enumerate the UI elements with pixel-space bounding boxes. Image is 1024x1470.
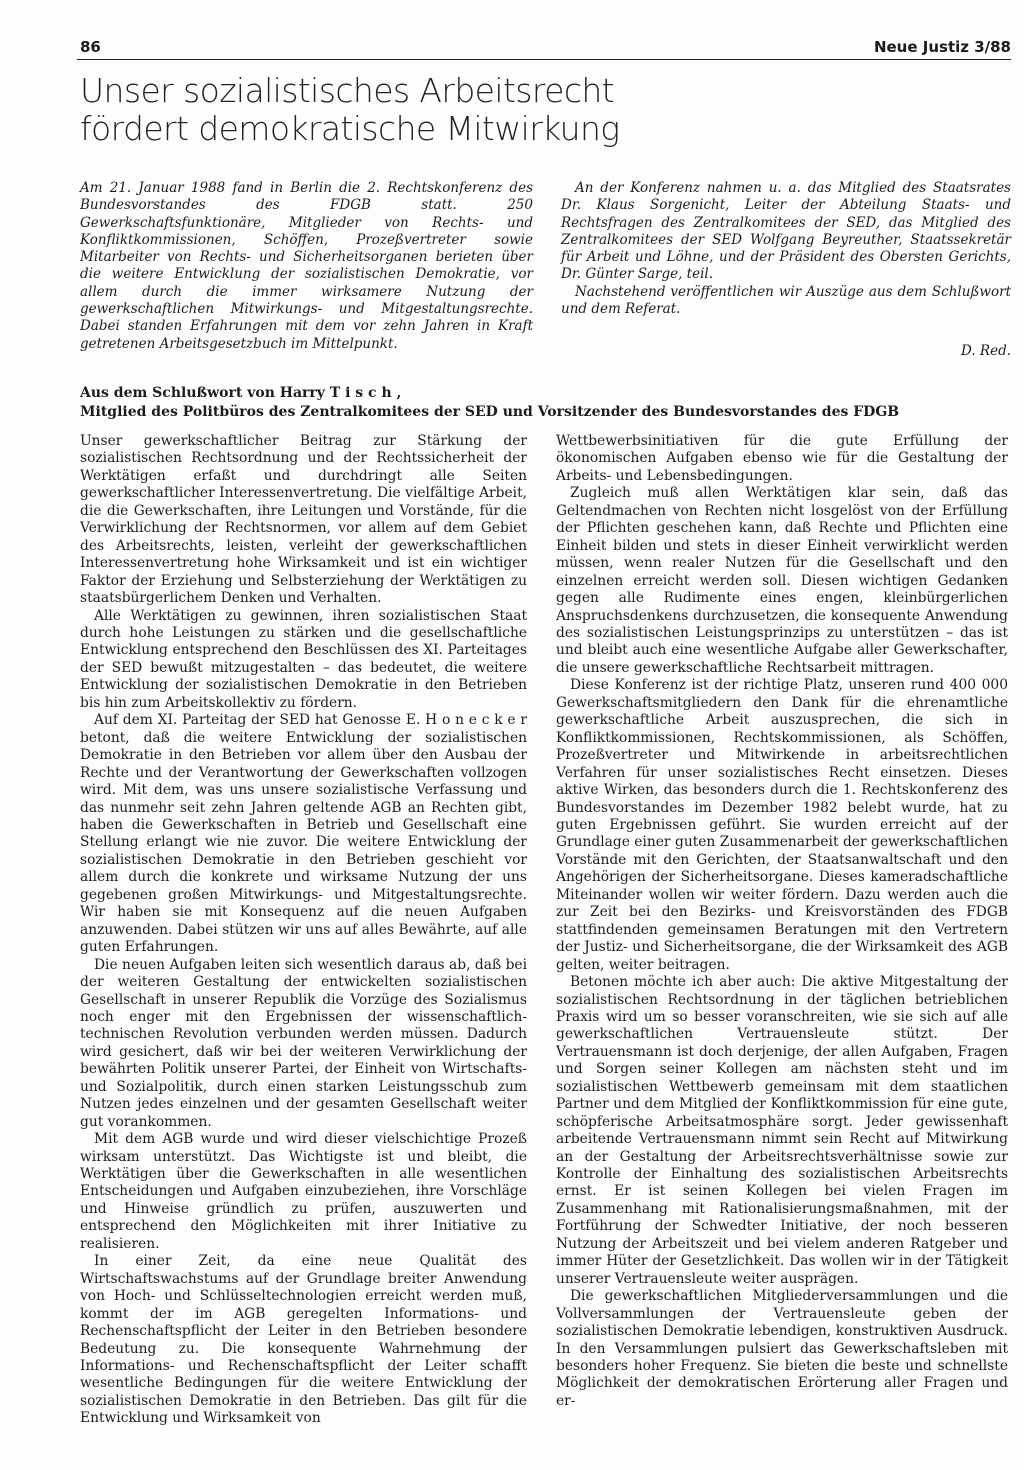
body-paragraph: Mit dem AGB wurde und wird dieser vielschichtige Prozeß wirksam unterstützt. Das Wichtigste ist und bleibt, die Werktätigen über die Gewerkschaften in alle wesentlichen Entscheidungen und Aufgaben einzubeziehen, ihre Vorschläge und Hinweise gründlich zu prüfen, auszuwerten und entsprechend den Möglichkeiten mit ihrer Initiative zu realisieren.	[80, 1131, 527, 1252]
body-paragraph: Diese Konferenz ist der richtige Platz, unseren rund 400 000 Gewerkschaftsmitgliedern den Dank für die ehrenamtliche gewerkschaftliche Arbeit auszusprechen, die sich in Konfliktkommissionen, Rechtskommissionen, als Schöffen, Prozeßvertreter und Mitwirkende in arbeitsrechtlichen Verfahren für unser sozialistisches Recht einsetzen. Dieses aktive Wirken, das besonders durch die 1. Rechtskonferenz des Bundesvorstandes im Dezember 1982 belebt wurde, hat zu guten Ergebnissen geführt. Sie wurden erreicht auf der Grundlage einer guten Zusammenarbeit der gewerkschaftlichen Vorstände mit den Gerichten, der Staatsanwaltschaft und den Angehörigen der Sicherheitsorgane. Dieses kameradschaftliche Miteinander wollen wir weiter fördern. Dazu werden auch die zur Zeit bei den Bezirks- und Kreisvorständen des FDGB stattfindenden gemeinsamen Beratungen mit den Vertretern der Justiz- und Sicherheitsorgane, die der Wirksamkeit des AGB gelten, weiter beitragen.	[556, 677, 1008, 973]
page-number: 86	[80, 38, 101, 56]
body-paragraph: Auf dem XI. Parteitag der SED hat Genosse E. H o n e c k e r betont, daß die weitere Entwicklung der sozialistischen Demokratie in den Betrieben vor allem über den Ausbau der Rechte und der Verantwortung der Gewerkschaften vollzogen wird. Mit dem, was uns unsere sozialistische Verfassung und das nunmehr seit zehn Jahren geltende AGB an Rechten gibt, haben die Gewerkschaften in Betrieb und Gesellschaft eine Stellung erlangt wie nie zuvor. Die weitere Entwicklung der sozialistischen Demokratie in den Betrieben geschieht vor allem durch die konkrete und wirksame Nutzung der uns gegebenen großen Mitwirkungs- und Mitgestaltungsrechte. Wir haben sie mit Konsequenz auf die neuen Aufgaben anzuwenden. Dabei stützen wir uns auf alles Bewährte, auf alle guten Erfahrungen.	[80, 712, 527, 956]
left-column	[80, 433, 527, 1457]
header-rule	[77, 59, 1011, 60]
right-column	[556, 433, 1008, 1457]
body-paragraph: Betonen möchte ich aber auch: Die aktive Mitgestaltung der sozialistischen Rechtsordnung in der täglichen betrieblichen Praxis wird um so besser voranschreiten, wie sie sich auf alle gewerkschaftlichen Vertrauensleute stützt. Der Vertrauensmann ist doch derjenige, der allen Aufgaben, Fragen und Sorgen seiner Kollegen am nächsten steht und im sozialistischen Wettbewerb gemeinsam mit dem staatlichen Partner und dem Mitglied der Konfliktkommission für eine gute, schöpferische Arbeitsatmosphäre sorgt. Jeder gewissenhaft arbeitende Vertrauensmann nimmt sein Recht auf Mitwirkung an der Gestaltung der Arbeitsrechtsverhältnisse sowie zur Kontrolle der Einhaltung des sozialistischen Arbeitsrechts ernst. Er ist seinen Kollegen bei vielen Fragen im Zusammenhang mit Rationalisierungsmaßnahmen, mit der Fortführung der Schwedter Initiative, der noch besseren Nutzung der Arbeitszeit und bei vielem anderen Ratgeber und immer Hüter der Gesetzlichkeit. Das wollen wir in der Tätigkeit unserer Vertrauensleute weiter ausprägen.	[556, 974, 1008, 1287]
body-paragraph: Wettbewerbsinitiativen für die gute Erfüllung der ökonomischen Aufgaben ebenso wie für die Gestaltung der Arbeits- und Lebensbedingungen.	[556, 433, 1008, 484]
title-line-1: Unser sozialistisches Arbeitsrecht	[80, 71, 615, 110]
heading-line-1: Aus dem Schlußwort von Harry T i s c h ,	[80, 385, 402, 401]
intro-right-paragraph: Nachstehend veröffentlichen wir Auszüge aus dem Schlußwort und dem Referat.	[561, 283, 1011, 318]
body-paragraph: In einer Zeit, da eine neue Qualität des Wirtschaftswachstums auf der Grundlage breiter Anwendung von Hoch- und Schlüsseltechnologien erreicht werden muß, kommt der im AGB geregelten Informations- und Rechenschaftspflicht der Leiter in den Betrieben besondere Bedeutung zu. Die konsequente Wahrnehmung der Informations- und Rechenschaftspflicht der Leiter schafft wesentliche Bedingungen für die weitere Entwicklung der sozialistischen Demokratie in den Betrieben. Das gilt für die Entwicklung und Wirksamkeit von	[80, 1253, 527, 1427]
body-paragraph: Die gewerkschaftlichen Mitgliederversammlungen und die Vollversammlungen der Vertrauensleute geben der sozialistischen Demokratie lebendigen, konstruktiven Ausdruck. In den Versammlungen pulsiert das Gewerkschaftsleben mit besonders hoher Frequenz. Sie bieten die beste und schnellste Möglichkeit der demokratischen Erörterung aller Fragen und er-	[556, 1288, 1008, 1409]
body-paragraph: Alle Werktätigen zu gewinnen, ihren sozialistischen Staat durch hohe Leistungen zu stärken und die gesellschaftliche Entwicklung entsprechend den Beschlüssen des XI. Parteitages der SED bewußt mitzugestalten – das bedeutet, die weitere Entwicklung der sozialistischen Demokratie in den Betrieben bis hin zum Arbeitskollektiv zu fördern.	[80, 607, 527, 711]
heading-line-2: Mitglied des Politbüros des Zentralkomitees der SED und Vorsitzender des Bundesvorstandes des FDGB	[80, 404, 900, 420]
article-title	[80, 72, 880, 148]
editor-signature: D. Red.	[960, 343, 1011, 359]
intro-right-paragraph: An der Konferenz nahmen u. a. das Mitglied des Staatsrates Dr. Klaus Sorgenicht, Leiter der Abteilung Staats- und Rechtsfragen des Zentralkomitees der SED, das Mitglied des Zentralkomitees der SED Wolfgang Beyreuther, Staatssekretär für Arbeit und Löhne, und der Präsident des Obersten Gerichts, Dr. Günter Sarge, teil.	[561, 180, 1011, 283]
body-paragraph: Die neuen Aufgaben leiten sich wesentlich daraus ab, daß bei der weiteren Gestaltung der entwickelten sozialistischen Gesellschaft in unserer Republik die Vorzüge des Sozialismus noch enger mit den Ergebnissen der wissenschaftlich-technischen Revolution verbunden werden müssen. Dadurch wird gesichert, daß wir bei der weiteren Verwirklichung der bewährten Politik unserer Partei, der Einheit von Wirtschafts- und Sozialpolitik, durch einen starken Leistungsschub zum Nutzen jedes einzelnen und der gesamten Gesellschaft weiter gut vorankommen.	[80, 956, 527, 1130]
intro-left: Am 21. Januar 1988 fand in Berlin die 2. Rechtskonferenz des Bundesvorstandes des FDGB statt. 250 Gewerkschaftsfunktionäre, Mitglieder von Rechts- und Konfliktkommissionen, Schöffen, Prozeßvertreter sowie Mitarbeiter von Rechts- und Sicherheitsorganen berieten über die weitere Entwicklung der sozialistischen Demokratie, vor allem durch die immer wirksamere Nutzung der gewerkschaftlichen Mitwirkungs- und Mitgestaltungsrechte. Dabei standen Erfahrungen mit dem vor zehn Jahren in Kraft getretenen Arbeitsgesetzbuch im Mittelpunkt.	[80, 180, 533, 352]
body-paragraph: Zugleich muß allen Werktätigen klar sein, daß das Geltendmachen von Rechten nicht losgelöst von der Erfüllung der Pflichten geschehen kann, daß Rechte und Pflichten eine Einheit bilden und stets in dieser Einheit verwirklicht werden müssen, wenn realer Nutzen für die Gesellschaft und den einzelnen erreicht werden soll. Diesen wichtigen Gedanken gegen alle Rudimente eines engen, kleinbürgerlichen Anspruchsdenkens durchzusetzen, die konsequente Anwendung des sozialistischen Leistungsprinzips zu unterstützen – das ist und bleibt auch eine wesentliche Aufgabe aller Gewerkschafter, die unsere gewerkschaftliche Rechtsarbeit mittragen.	[556, 485, 1008, 676]
section-heading	[80, 384, 1011, 422]
journal-issue: Neue Justiz 3/88	[873, 38, 1011, 56]
body-paragraph: Unser gewerkschaftlicher Beitrag zur Stärkung der sozialistischen Rechtsordnung und der Rechtssicherheit der Werktätigen erfaßt und durchdringt alle Seiten gewerkschaftlicher Interessenvertretung. Die vielfältige Arbeit, die die Gewerkschaften, ihre Leitungen und Vorstände, für die Verwirklichung der Rechtsnormen, vor allem auf dem Gebiet des Arbeitsrechts, leisten, verleiht der gewerkschaftlichen Interessenvertretung hohe Wirksamkeit und ist ein wichtiger Faktor der Erziehung und Selbsterziehung der Werktätigen zu staatsbürgerlichem Denken und Verhalten.	[80, 433, 527, 607]
title-line-2: fördert demokratische Mitwirkung	[80, 109, 620, 148]
intro-right	[561, 180, 1011, 318]
